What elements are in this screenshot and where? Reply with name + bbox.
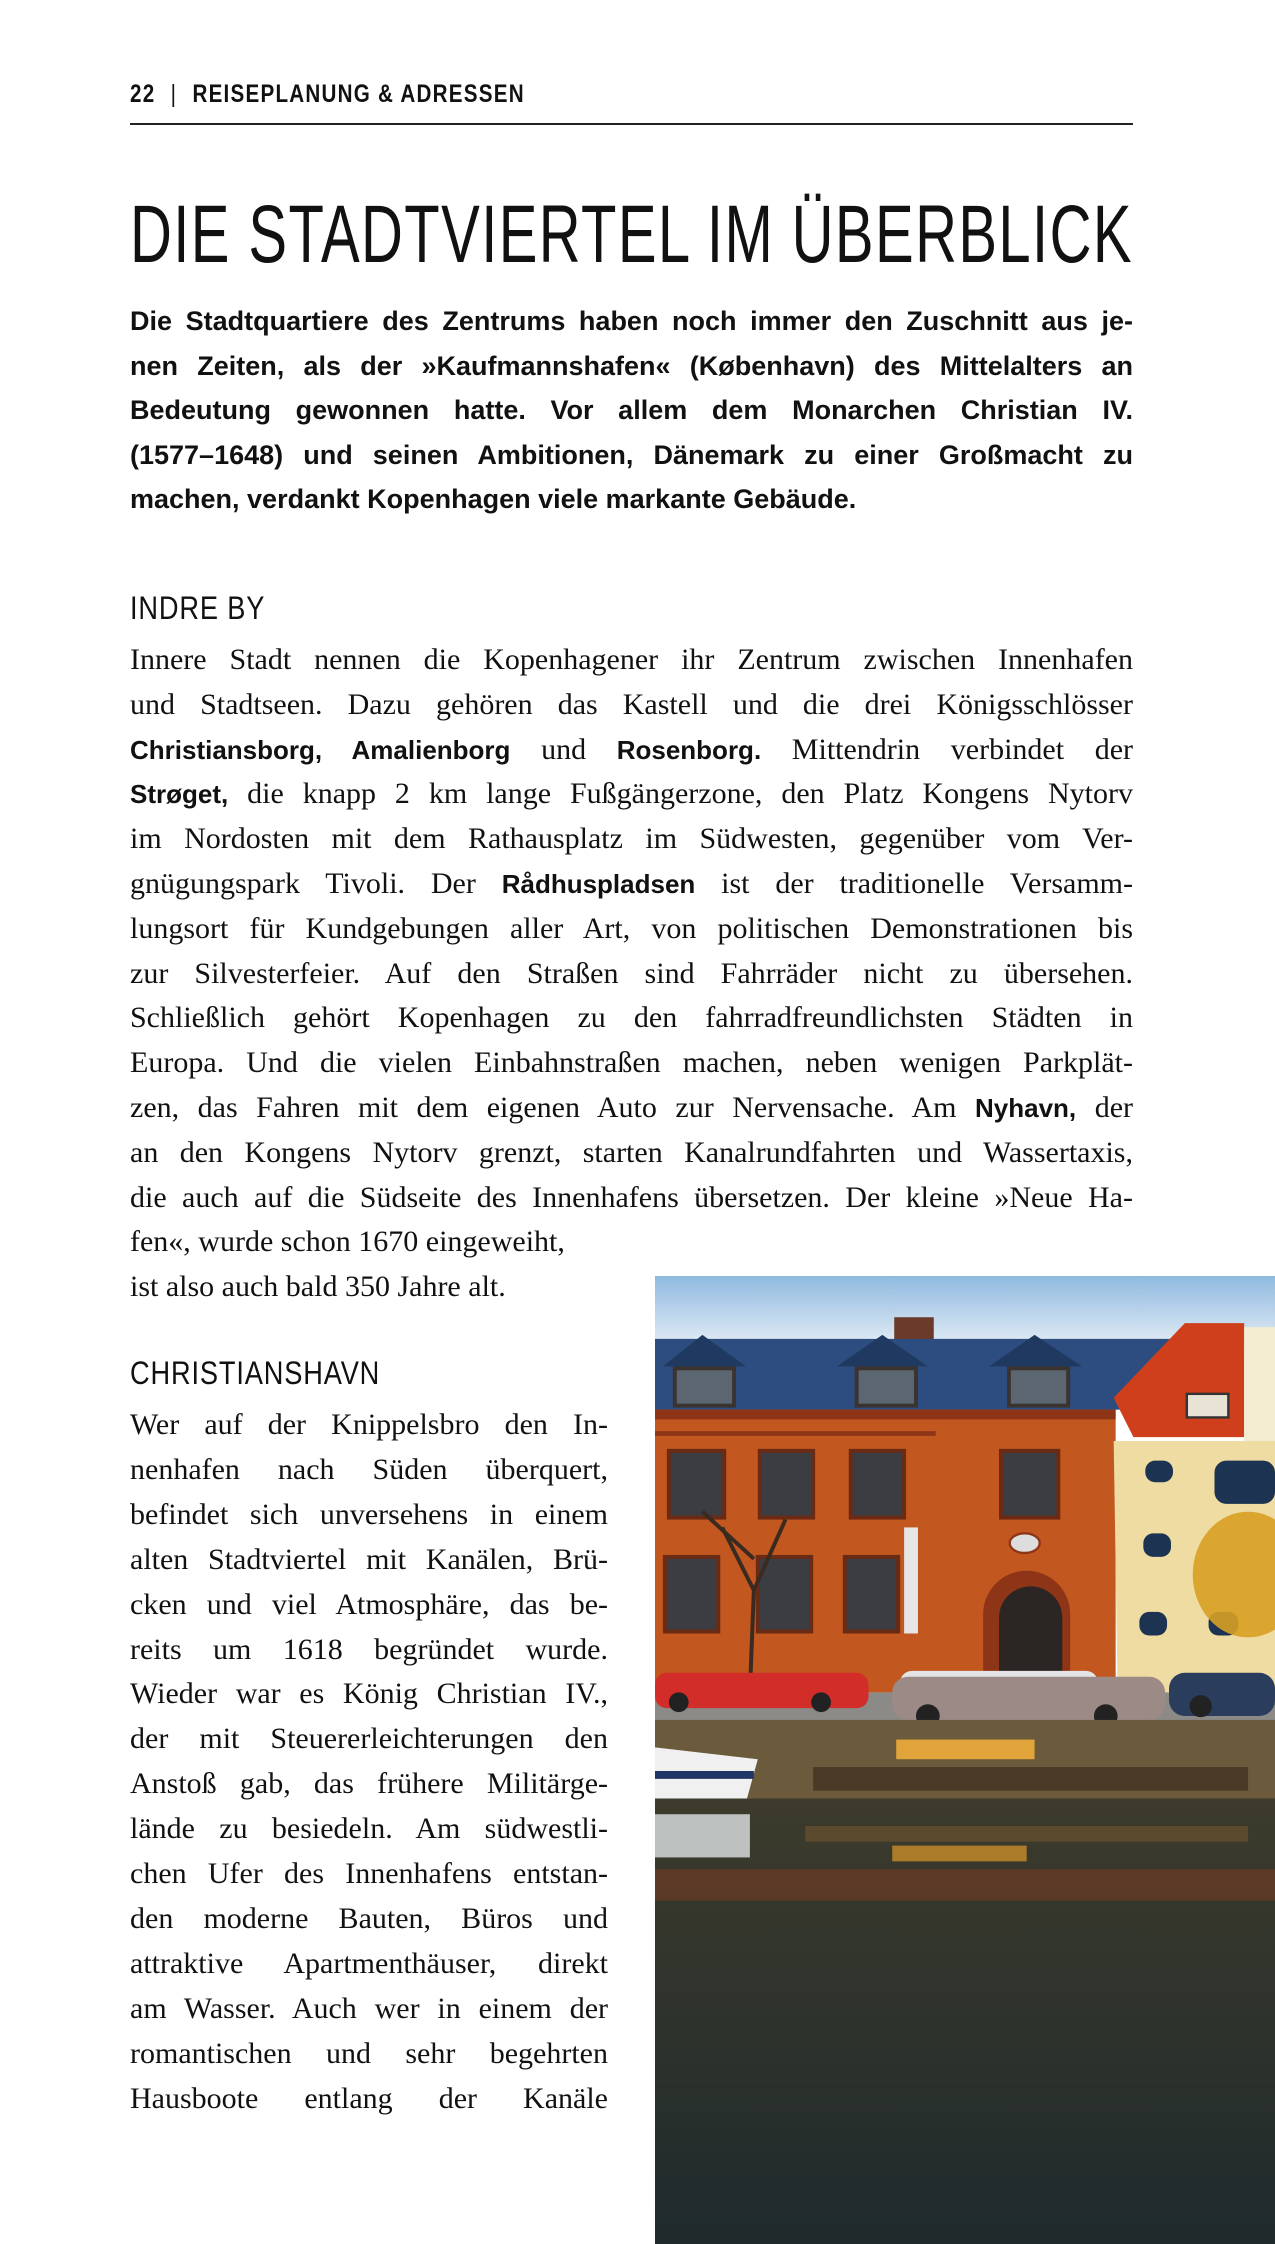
text-line: [130, 1086, 1133, 1130]
text-segment: der: [1076, 1091, 1134, 1124]
text-line: [130, 1807, 608, 1851]
text-segment: Mittendrin verbindet der: [761, 732, 1134, 766]
page-title: DIE STADTVIERTEL IM ÜBERBLICK: [130, 189, 1133, 280]
text-segment: romantischen und sehr begehrten: [130, 2036, 608, 2070]
text-line: [130, 907, 1133, 951]
text-segment: Innere Stadt nennen die Kopenhagener ihr Zentrum zwischen Innenhafen: [130, 643, 1133, 676]
text-line: (1577–1648) und seinen Ambitionen, Dänemark zu einer Großmacht zu: [130, 439, 1133, 470]
text-line: [130, 638, 1133, 682]
separator: |: [170, 80, 178, 108]
text-line: [130, 1987, 608, 2031]
text-line: Bedeutung gewonnen hatte. Vor allem dem Monarchen Christian IV.: [130, 395, 1133, 425]
text-segment: reits um 1618 begründet wurde.: [130, 1632, 608, 1666]
text-segment: attraktive Apartmenthäuser, direkt: [130, 1946, 608, 1980]
text-line: [130, 817, 1133, 861]
text-line: [130, 772, 1133, 816]
text-line: [130, 996, 1133, 1040]
text-segment: lungsort für Kundgebungen aller Art, von politischen Demonstrationen bis: [130, 911, 1133, 945]
header-rule: [130, 123, 1133, 125]
text-segment: Anstoß gab, das frühere Militärge-: [130, 1767, 608, 1801]
text-segment: chen Ufer des Innenhafens entstan-: [130, 1857, 608, 1890]
section-heading-indre-by: INDRE BY: [130, 590, 266, 626]
text-segment: ist der traditionelle Versamm-: [695, 867, 1133, 900]
place-name: Rosenborg.: [616, 734, 762, 765]
text-line: [130, 1717, 608, 1761]
text-segment: befindet sich unversehens in einem: [130, 1497, 608, 1531]
place-name: Nyhavn,: [975, 1093, 1077, 1123]
text-line: [130, 2077, 608, 2121]
text-line: nen Zeiten, als der »Kaufmannshafen« (København) des Mittelalters an: [130, 350, 1133, 381]
text-segment: die auch auf die Südseite des Innenhafens übersetzen. Der kleine »Neue Ha-: [130, 1180, 1133, 1214]
text-line: [130, 1852, 608, 1896]
text-segment: ist also auch bald 350 Jahre alt.: [130, 1270, 506, 1304]
running-head: [130, 80, 525, 109]
text-segment: nenhafen nach Süden überquert,: [130, 1452, 608, 1486]
text-segment: lände zu besiedeln. Am südwestli-: [130, 1812, 608, 1846]
text-segment: der mit Steuererleichterungen den: [130, 1722, 608, 1756]
text-line: [130, 1493, 608, 1537]
text-segment: den moderne Bauten, Büros und: [130, 1901, 608, 1935]
place-name: Christiansborg, Amalienborg: [130, 734, 511, 765]
text-line: [130, 1448, 608, 1492]
text-line: machen, verdankt Kopenhagen viele markante Gebäude.: [130, 484, 857, 514]
text-line: [130, 1220, 1133, 1264]
text-line: [130, 1762, 608, 1806]
text-segment: fen«, wurde schon 1670 eingeweiht,: [130, 1225, 565, 1259]
text-line: [130, 1176, 1133, 1220]
place-name: Strøget,: [130, 779, 229, 810]
text-segment: Schließlich gehört Kopenhagen zu den fahrradfreundlichsten Städten in: [130, 1001, 1133, 1035]
text-line: [130, 952, 1133, 996]
text-line: [130, 683, 1133, 727]
text-line: [130, 1538, 608, 1582]
section-heading-christianshavn: CHRISTIANSHAVN: [130, 1355, 381, 1391]
text-line: [130, 1403, 608, 1447]
page-number: 22: [130, 80, 156, 108]
text-segment: alten Stadtviertel mit Kanälen, Brü-: [130, 1542, 608, 1576]
text-segment: am Wasser. Auch wer in einem der: [130, 1991, 608, 2025]
text-line: [130, 1583, 608, 1627]
text-line: [130, 1942, 608, 1986]
text-line: [130, 862, 1133, 906]
text-segment: im Nordosten mit dem Rathausplatz im Südwesten, gegenüber vom Ver-: [130, 822, 1133, 856]
text-line: [130, 728, 1133, 772]
text-line: [130, 2032, 608, 2076]
text-segment: zur Silvesterfeier. Auf den Straßen sind Fahrräder nicht zu übersehen.: [130, 956, 1133, 990]
text-line: [130, 1131, 1133, 1175]
text-segment: an den Kongens Nytorv grenzt, starten Kanalrundfahrten und Wassertaxis,: [130, 1135, 1133, 1169]
text-line: [130, 1672, 608, 1716]
text-segment: Wer auf der Knippelsbro den In-: [130, 1408, 608, 1441]
text-line: [130, 1897, 608, 1941]
text-segment: die knapp 2 km lange Fußgängerzone, den Platz Kongens Nytorv: [228, 777, 1133, 811]
text-line: Die Stadtquartiere des Zentrums haben noch immer den Zuschnitt aus je-: [130, 306, 1133, 336]
place-name: Rådhuspladsen: [501, 869, 696, 899]
nyhavn-harbour-photo: [655, 1276, 1275, 2244]
text-segment: Hausboote entlang der Kanäle: [130, 2081, 608, 2115]
text-segment: Wieder war es König Christian IV.,: [130, 1677, 608, 1711]
text-segment: und Stadtseen. Dazu gehören das Kastell und die drei Königsschlösser: [130, 687, 1133, 721]
text-line: [130, 1041, 1133, 1085]
text-segment: und: [510, 732, 617, 766]
text-segment: Europa. Und die vielen Einbahnstraßen machen, neben wenigen Parkplät-: [130, 1046, 1133, 1080]
text-segment: gnügungspark Tivoli. Der: [130, 867, 502, 900]
text-segment: cken und viel Atmosphäre, das be-: [130, 1587, 608, 1621]
text-line: [130, 1628, 608, 1672]
text-segment: zen, das Fahren mit dem eigenen Auto zur Nervensache. Am: [130, 1091, 976, 1124]
section-label: REISEPLANUNG & ADRESSEN: [192, 80, 525, 108]
